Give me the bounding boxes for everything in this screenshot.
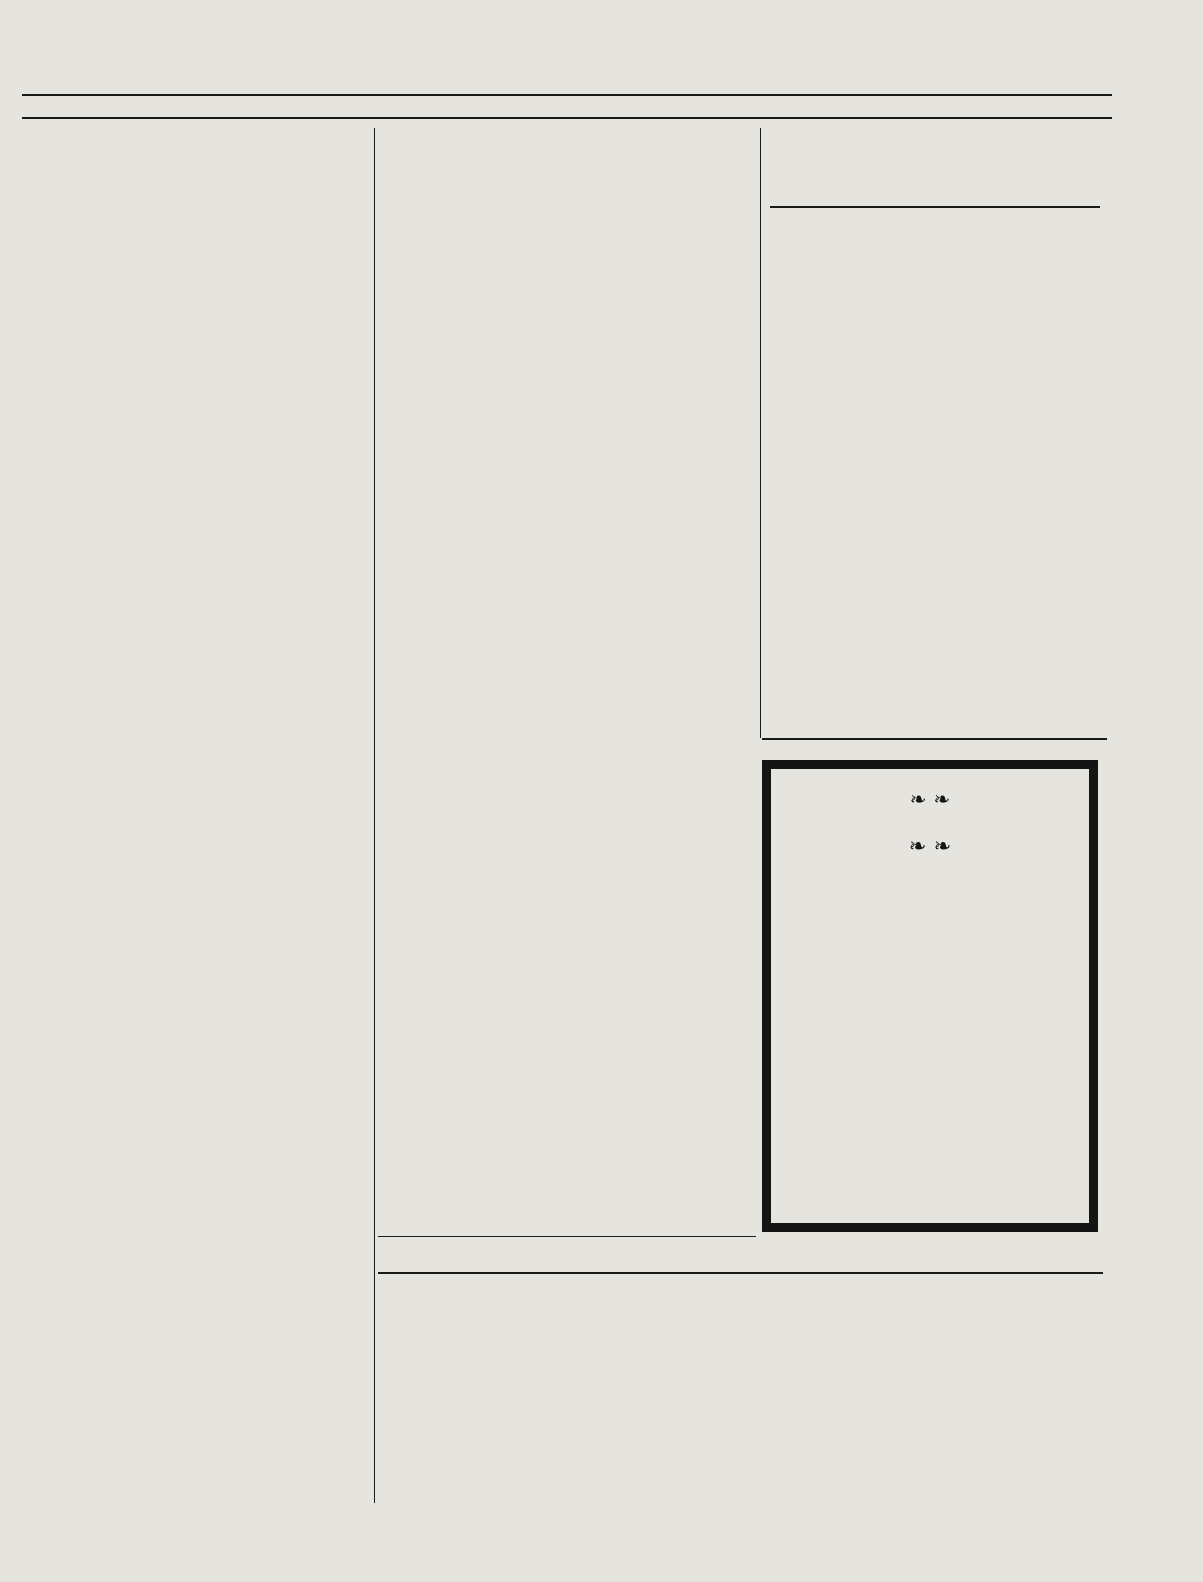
header-rule xyxy=(22,94,1112,96)
bottom-ad-rule xyxy=(378,1272,1103,1274)
announcements-rule xyxy=(770,206,1100,208)
header-rule-lower xyxy=(22,117,1112,119)
ornament-icon: ❧ xyxy=(908,834,927,858)
column-2 xyxy=(390,140,746,166)
column-1 xyxy=(22,128,366,176)
soap-ad-body xyxy=(781,825,1079,871)
soap-advertisement-box xyxy=(762,760,1098,1232)
ornament-icon: ❧ xyxy=(909,787,927,811)
notice-end-rule xyxy=(762,738,1107,740)
soap-product xyxy=(781,827,1079,865)
editor-line xyxy=(388,1244,394,1259)
editor-rule xyxy=(378,1236,756,1237)
soap-ad-heading xyxy=(771,787,1089,811)
column-divider-2 xyxy=(760,128,761,738)
column-divider-1 xyxy=(374,128,375,1503)
ornament-icon: ❧ xyxy=(933,787,951,811)
ornament-icon: ❧ xyxy=(933,834,952,858)
fruit-trade-advertisement xyxy=(378,1280,1103,1286)
